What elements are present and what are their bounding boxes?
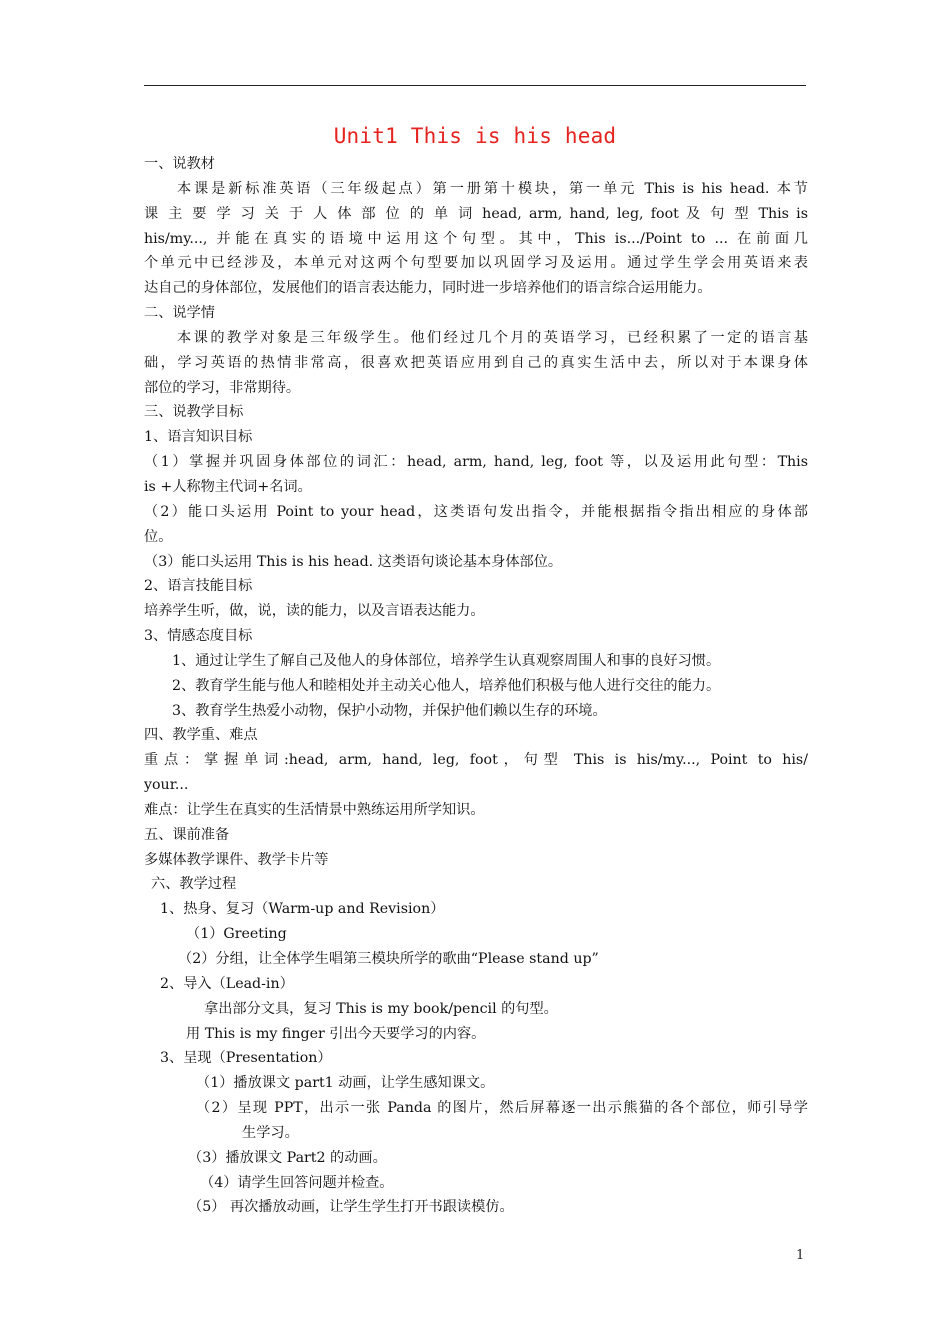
paragraph-line: 用 This is my finger 引出今天要学习的内容。 <box>186 1025 486 1042</box>
paragraph-line: your... <box>144 777 189 794</box>
paragraph-line: 础，学习英语的热情非常高，很喜欢把英语应用到自己的真实生活中去，所以对于本课身体 <box>144 354 808 371</box>
list-item: （2）呈现 PPT，出示一张 Panda 的图片，然后屏幕逐一出示熊猫的各个部位，师引导学 <box>196 1100 808 1117</box>
section-heading: 六、教学过程 <box>151 876 237 893</box>
paragraph-line: 多媒体教学课件、教学卡片等 <box>144 851 329 868</box>
document-title: Unit1 This is his head <box>333 124 617 148</box>
list-item: 1、通过让学生了解自己及他人的身体部位，培养学生认真观察周围人和事的良好习惯。 <box>172 652 721 669</box>
section-heading: 二、说学情 <box>144 305 215 322</box>
list-item: 2、教育学生能与他人和睦相处并主动关心他人，培养他们积极与他人进行交往的能力。 <box>172 677 721 694</box>
paragraph-line: 培养学生听，做，说，读的能力，以及言语表达能力。 <box>144 603 485 620</box>
list-item: （2）分组，让全体学生唱第三模块所学的歌曲“Please stand up” <box>178 951 599 967</box>
paragraph-line: 难点：让学生在真实的生活情景中熟练运用所学知识。 <box>144 801 485 818</box>
subsection-heading: 3、情感态度目标 <box>144 628 253 645</box>
list-item-continued: is +人称物主代词+名词。 <box>144 478 312 495</box>
section-heading: 三、说教学目标 <box>144 404 244 421</box>
paragraph-line: 重点：掌握单词:head, arm, hand, leg, foot，句型 This is his/my..., Point to his/ <box>144 752 808 769</box>
paragraph-line: 个单元中已经涉及，本单元对这两个句型要加以巩固学习及运用。通过学生学会用英语来表 <box>144 255 808 272</box>
subsection-heading: 3、呈现（Presentation） <box>160 1050 332 1067</box>
list-item: （4）请学生回答问题并检查。 <box>200 1174 394 1191</box>
list-item: （3）播放课文 Part2 的动画。 <box>188 1149 387 1166</box>
subsection-heading: 1、语言知识目标 <box>144 429 253 446</box>
section-heading: 五、课前准备 <box>144 826 230 843</box>
page-number: 1 <box>796 1248 805 1263</box>
paragraph-line: 课 主 要 学 习 关 于 人 体 部 位 的 单 词 head, arm, hand, leg, foot 及 句 型 This is <box>144 205 808 222</box>
header-rule <box>144 85 806 86</box>
list-item: 3、教育学生热爱小动物，保护小动物，并保护他们赖以生存的环境。 <box>172 702 607 719</box>
paragraph-line: 本课是新标准英语（三年级起点）第一册第十模块，第一单元 This is his head. 本节 <box>177 180 808 197</box>
paragraph-line: his/my..., 并能在真实的语境中运用这个句型。其中，This is.../Point to ... 在前面几 <box>144 230 808 247</box>
subsection-heading: 1、热身、复习（Warm-up and Revision） <box>160 901 445 918</box>
list-item: （1）播放课文 part1 动画，让学生感知课文。 <box>196 1075 495 1092</box>
paragraph-line: 达自己的身体部位，发展他们的语言表达能力，同时进一步培养他们的语言综合运用能力。 <box>144 280 712 297</box>
subsection-heading: 2、语言技能目标 <box>144 578 253 595</box>
list-item: （5） 再次播放动画，让学生学生打开书跟读模仿。 <box>188 1199 514 1216</box>
paragraph-line: 拿出部分文具，复习 This is my book/pencil 的句型。 <box>204 1000 558 1017</box>
section-heading: 一、说教材 <box>144 156 215 172</box>
paragraph-line: 本课的教学对象是三年级学生。他们经过几个月的英语学习，已经积累了一定的语言基 <box>177 329 808 346</box>
list-item: （1）Greeting <box>186 926 287 943</box>
document-body <box>144 152 808 1220</box>
list-item: （1）掌握并巩固身体部位的词汇：head, arm, hand, leg, foot 等，以及运用此句型：This <box>144 454 808 471</box>
subsection-heading: 2、导入（Lead-in） <box>160 975 294 992</box>
list-item-continued: 生学习。 <box>242 1124 299 1141</box>
list-item: （2）能口头运用 Point to your head，这类语句发出指令，并能根据指令指出相应的身体部 <box>144 503 808 520</box>
list-item-continued: 位。 <box>144 528 173 545</box>
list-item: （3）能口头运用 This is his head. 这类语句谈论基本身体部位。 <box>144 553 563 570</box>
paragraph-line: 部位的学习，非常期待。 <box>144 379 301 396</box>
section-heading: 四、教学重、难点 <box>144 727 258 744</box>
